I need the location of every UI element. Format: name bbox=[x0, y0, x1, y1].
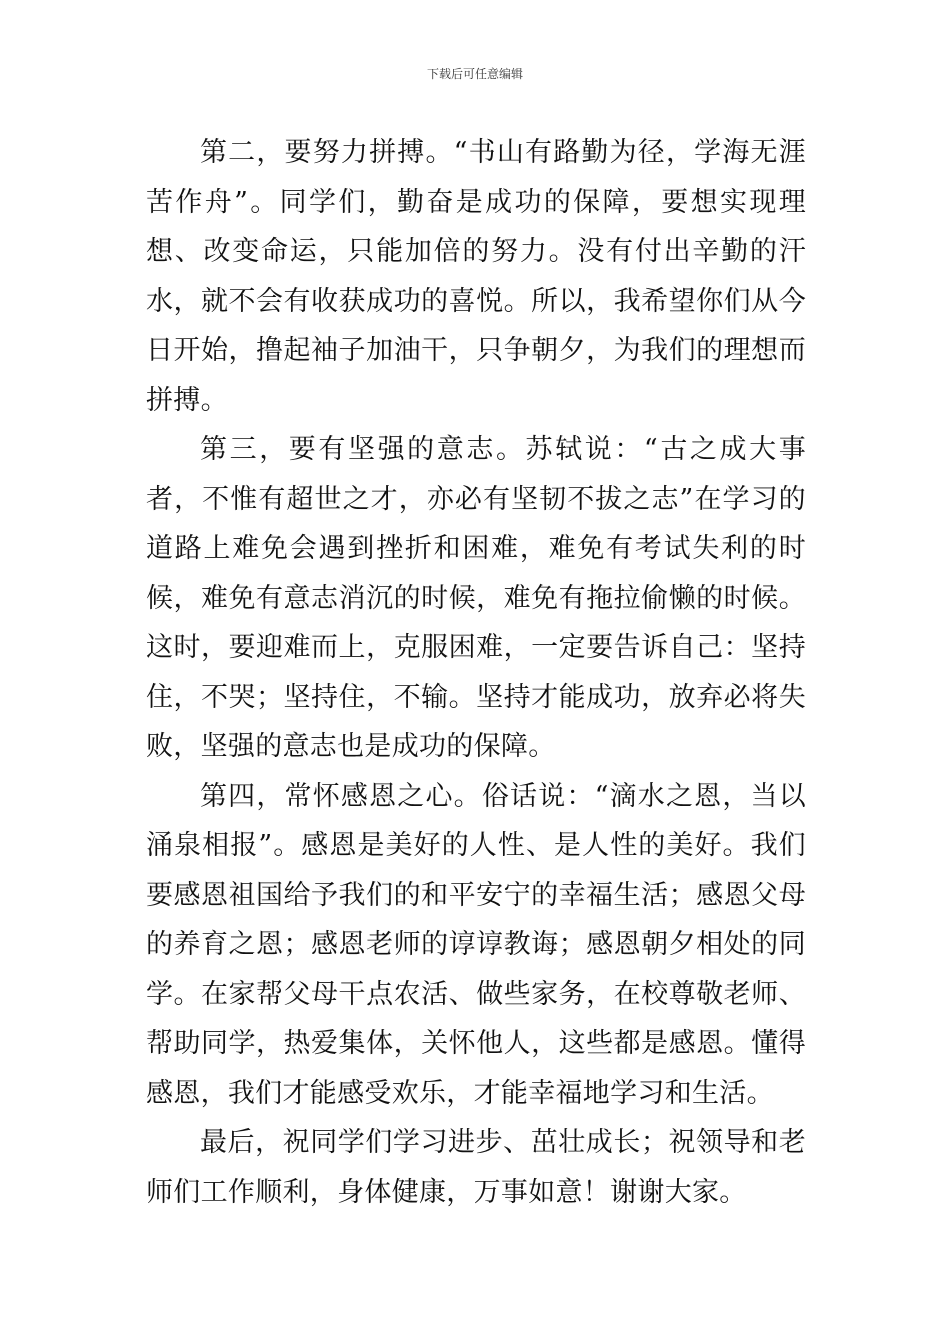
paragraph-willpower: 第三，要有坚强的意志。苏轼说：“古之成大事者，不惟有超世之才，亦必有坚韧不拔之志”在学习的道路上难免会遇到挫折和困难，难免有考试失利的时候，难免有意志消沉的时候，难免有拖拉偷懒的时候。这时，要迎难而上，克服困难，一定要告诉自己：坚持住，不哭；坚持住，不输。坚持才能成功，放弃必将失败，坚强的意志也是成功的保障。 bbox=[146, 434, 806, 762]
paragraph-gratitude: 第四，常怀感恩之心。俗话说：“滴水之恩，当以涌泉相报”。感恩是美好的人性、是人性的美好。我们要感恩祖国给予我们的和平安宁的幸福生活；感恩父母的养育之恩；感恩老师的谆谆教诲；感恩朝夕相处的同学。在家帮父母干点农活、做些家务，在校尊敬老师、帮助同学，热爱集体，关怀他人，这些都是感恩。懂得感恩，我们才能感受欢乐，才能幸福地学习和生活。 bbox=[146, 780, 806, 1109]
paragraph-closing: 最后，祝同学们学习进步、茁壮成长；祝领导和老师们工作顺利，身体健康，万事如意！谢谢大家。 bbox=[146, 1127, 806, 1208]
paragraph-perseverance: 第二，要努力拼搏。“书山有路勤为径，学海无涯苦作舟”。同学们，勤奋是成功的保障，要想实现理想、改变命运，只能加倍的努力。没有付出辛勤的汗水，就不会有收获成功的喜悦。所以，我希望你们从今日开始，撸起袖子加油干，只争朝夕，为我们的理想而拼搏。 bbox=[146, 137, 806, 416]
page-header: 下载后可任意编辑 bbox=[426, 67, 523, 81]
document-body bbox=[146, 128, 806, 1217]
